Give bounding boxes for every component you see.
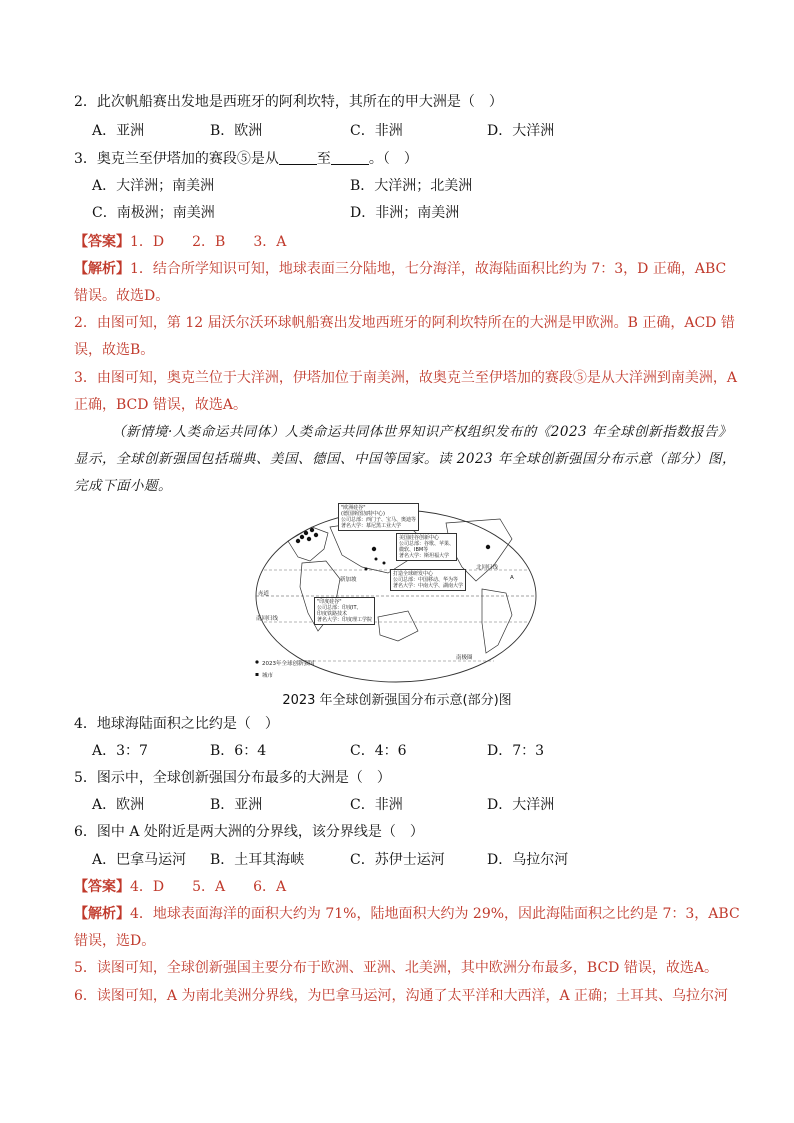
q4-option-c[interactable]: C．4：6 (350, 743, 407, 759)
analysis-tag: 【解析】 (74, 906, 130, 922)
callout-india: "印度硅谷" 公司总部：印度IT、 印度铁路技术 著名大学：印度理工学院 (314, 597, 375, 625)
q3-blank-2 (331, 150, 369, 165)
q3-option-c[interactable]: C．南极洲；南美洲 (92, 205, 215, 221)
legend-city-label: 城市 (262, 673, 274, 679)
q2-option-d[interactable]: D．大洋洲 (487, 123, 555, 139)
q6-option-a[interactable]: A．巴拿马运河 (92, 852, 187, 868)
q3-blank-1 (279, 150, 317, 165)
analysis-1-line-6: 正确，BCD 错误，故选A。 (74, 397, 248, 413)
city-marker (383, 562, 386, 565)
label-equator: 赤道 (258, 591, 270, 597)
analysis-1-line-4: 误，故选B。 (74, 342, 155, 358)
q3-stem-c: 。（ ） (368, 151, 418, 167)
label-singapore: 新加坡 (340, 577, 357, 583)
analysis-1-line-5: 3．由图可知，奥克兰位于大洋洲，伊塔加位于南美洲，故奥克兰至伊塔加的赛段⑤是从大洋洲到南美洲，A (74, 370, 738, 386)
q3-stem-b: 至 (316, 151, 331, 167)
q6-option-c[interactable]: C．苏伊士运河 (350, 852, 445, 868)
q5-option-d[interactable]: D．大洋洲 (487, 797, 555, 813)
country-dot (304, 531, 308, 535)
q3-option-b[interactable]: B．大洋洲；北美洲 (350, 178, 473, 194)
q5-option-a[interactable]: A．欧洲 (92, 797, 145, 813)
answer-tag: 【答案】 (74, 879, 130, 895)
analysis-tag: 【解析】 (74, 261, 130, 277)
country-dot (314, 533, 318, 537)
country-dot (372, 547, 376, 551)
q5-option-b[interactable]: B．亚洲 (210, 797, 263, 813)
q3-option-d[interactable]: D．非洲；南美洲 (350, 205, 460, 221)
q3-option-a[interactable]: A．大洋洲；南美洲 (92, 178, 215, 194)
q6-option-b[interactable]: B．土耳其海峡 (210, 852, 305, 868)
analysis-1-line-2: 错误。故选D。 (74, 288, 170, 304)
label-tropic-south: 南回归线 (256, 616, 279, 622)
q4-option-a[interactable]: A．3：7 (92, 743, 148, 759)
legend-city-marker (256, 673, 259, 676)
question-5-stem: 5．图示中，全球创新强国分布最多的大洲是（ ） (74, 770, 391, 786)
question-2-stem: 2．此次帆船赛出发地是西班牙的阿利坎特，其所在的甲大洲是（ ） (74, 94, 503, 110)
answer-2 (74, 877, 286, 897)
answer-text: 4．D 5．A 6．A (130, 879, 287, 895)
analysis-1-line-1 (74, 259, 726, 279)
q2-option-a[interactable]: A．亚洲 (92, 123, 145, 139)
question-3-stem (74, 149, 418, 169)
q2-option-c[interactable]: C．非洲 (350, 123, 403, 139)
q2-option-b[interactable]: B．欧洲 (210, 123, 263, 139)
question-6-stem: 6．图中 A 处附近是两大洲的分界线，该分界线是（ ） (74, 824, 424, 840)
material-line-3: 完成下面小题。 (74, 478, 172, 494)
material-line-1: （新情境·人类命运共同体）人类命运共同体世界知识产权组织发布的《2023 年全球创新指数报告》 (112, 424, 732, 440)
q6-option-d[interactable]: D．乌拉尔河 (487, 852, 569, 868)
legend-country-label: 2023年全球创新强国 (262, 661, 315, 667)
world-map-figure (250, 503, 542, 686)
material-line-2: 显示，全球创新强国包括瑞典、美国、德国、中国等国家。读 2023 年全球创新强国分布示意（部分）图， (74, 451, 736, 467)
analysis-2-line-4: 6．读图可知，A 为南北美洲分界线，为巴拿马运河，沟通了太平洋和大西洋，A 正确；土耳其、乌拉尔河 (74, 988, 729, 1004)
analysis-2-line-3: 5．读图可知，全球创新强国主要分布于欧洲、亚洲、北美洲，其中欧洲分布最多，BCD 错误，故选A。 (74, 960, 718, 976)
analysis-1-line-3: 2．由图可知，第 12 届沃尔沃环球帆船赛出发地西班牙的阿利坎特所在的大洲是甲欧洲。B 正确，ACD 错 (74, 315, 735, 331)
city-marker (375, 558, 378, 561)
q3-stem-a: 3．奥克兰至伊塔加的赛段⑤是从 (74, 151, 279, 167)
callout-europe: "欧洲硅谷" (德国斯图加特中心) 公司总部：西门子、宝马、奥迪等 著名大学：慕尼黑工业大学 (338, 503, 419, 531)
analysis-text: 1．结合所学知识可知，地球表面三分陆地，七分海洋，故海陆面积比约为 7：3，D 正确，ABC (130, 261, 727, 277)
country-dot (296, 539, 300, 543)
analysis-2-line-2: 错误，选D。 (74, 933, 156, 949)
answer-tag: 【答案】 (74, 234, 130, 250)
callout-usa: 美国硅谷创新中心 公司总部：谷歌、苹果、 微软、IBM等 著名大学：斯坦福大学 (396, 533, 457, 561)
question-4-stem: 4．地球海陆面积之比约是（ ） (74, 716, 279, 732)
q4-option-b[interactable]: B．6：4 (210, 743, 267, 759)
callout-china: 打造全球研发中心 公司总部：中国移动、华为等 著名大学：中南大学、湖南大学 (390, 569, 466, 591)
country-dot (310, 528, 314, 532)
analysis-2-line-1 (74, 904, 740, 924)
answer-text: 1．D 2．B 3．A (130, 234, 287, 250)
country-dot (307, 537, 311, 541)
analysis-text: 4．地球表面海洋的面积大约为 71%，陆地面积大约为 29%，因此海陆面积之比约是 7：3，ABC (130, 906, 740, 922)
map-caption: 2023 年全球创新强国分布示意(部分)图 (282, 693, 512, 708)
legend-country-dot (255, 660, 258, 663)
label-a: A (510, 575, 514, 581)
q5-option-c[interactable]: C．非洲 (350, 797, 403, 813)
q4-option-d[interactable]: D．7：3 (487, 743, 545, 759)
label-antarctic-circle: 南极圈 (456, 655, 473, 661)
country-dot (486, 545, 490, 549)
label-tropic-north: 北回归线 (476, 565, 499, 571)
answer-1 (74, 232, 286, 252)
city-marker (365, 568, 368, 571)
country-dot (300, 535, 304, 539)
